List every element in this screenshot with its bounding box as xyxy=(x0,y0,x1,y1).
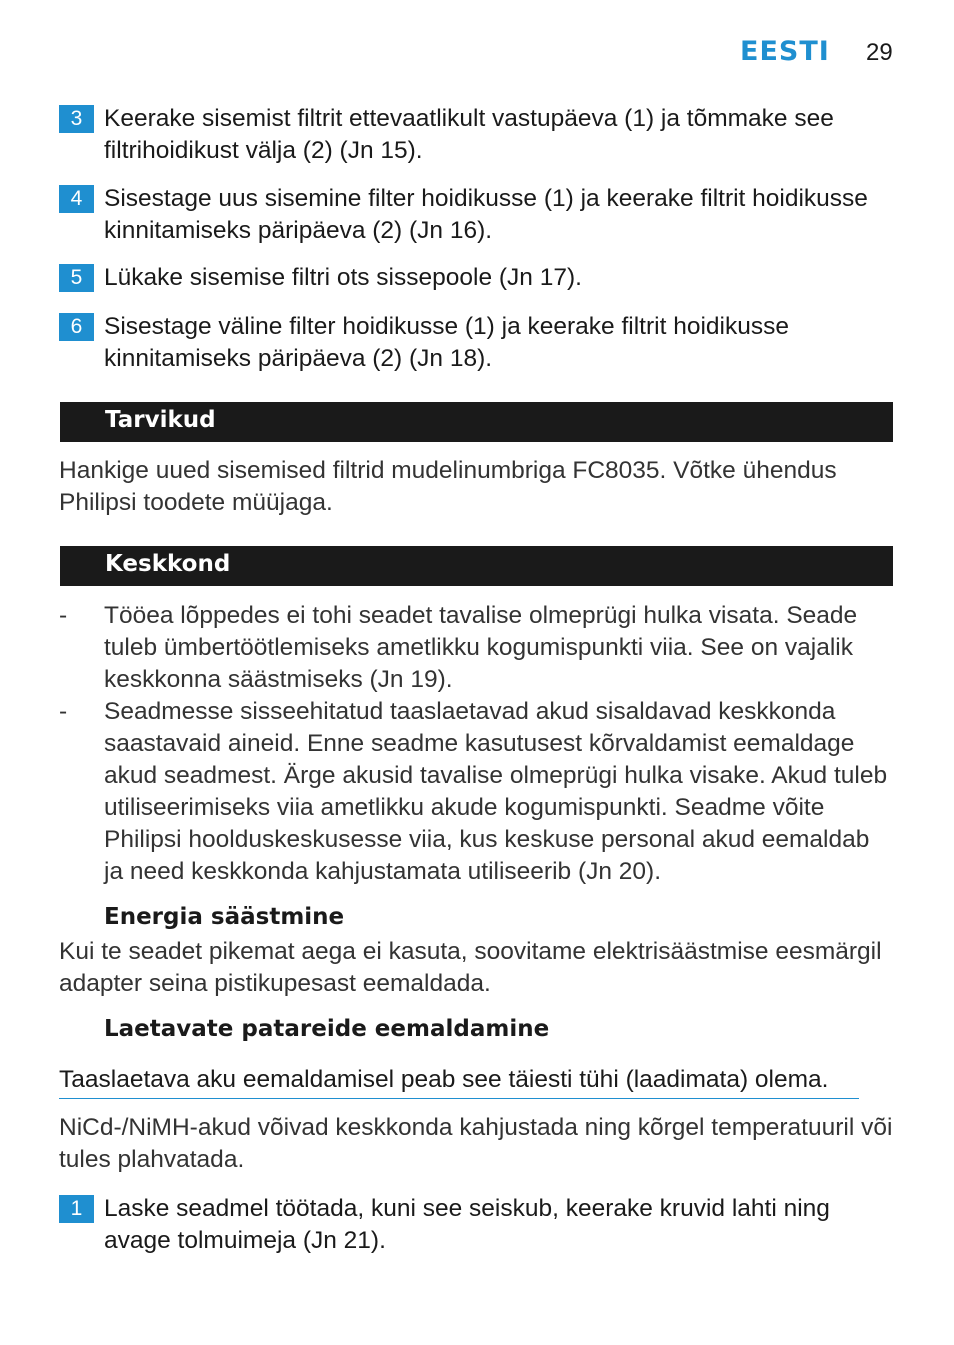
section-title: Tarvikud xyxy=(105,407,216,433)
energia-heading: Energia säästmine xyxy=(104,904,345,930)
language-label: EESTI xyxy=(740,36,830,67)
step-number-badge: 6 xyxy=(59,313,94,341)
step-text: Keerake sisemist filtrit ettevaatlikult vastupäeva (1) ja tõmmake see filtrihoidikust välja (2) (Jn 15). xyxy=(104,105,834,164)
tarvikud-paragraph: Hankige uued sisemised filtrid mudelinumbriga FC8035. Võtke ühendus Philipsi toodete müüjaga. xyxy=(59,457,837,516)
bullet-dash: - xyxy=(59,602,68,629)
bullet-dash: - xyxy=(59,698,68,725)
step-number-badge: 4 xyxy=(59,185,94,213)
step-text: Laske seadmel töötada, kuni see seiskub, keerake kruvid lahti ning avage tolmuimeja (Jn 21). xyxy=(104,1195,830,1254)
section-bar-tarvikud xyxy=(60,402,893,442)
step-text: Lükake sisemise filtri ots sissepoole (Jn 17). xyxy=(104,264,582,291)
keskkond-bullet-1 xyxy=(59,600,889,696)
bullet-text: Tööea lõppedes ei tohi seadet tavalise olmeprügi hulka visata. Seade tuleb ümbertöötlemiseks ametlikku kogumispunkti viia. See on vajalik keskkonna säästmiseks (Jn 19). xyxy=(104,602,858,693)
step-number-badge: 5 xyxy=(59,264,94,292)
page-number: 29 xyxy=(866,39,893,66)
step-1 xyxy=(59,1193,895,1257)
patareid-paragraph: NiCd-/NiMH-akud võivad keskkonda kahjustada ning kõrgel temperatuuril või tules plahvatada. xyxy=(59,1114,893,1173)
section-title: Keskkond xyxy=(105,551,231,577)
patareid-heading: Laetavate patareide eemaldamine xyxy=(104,1016,550,1042)
step-6 xyxy=(59,311,895,375)
step-number-badge: 3 xyxy=(59,105,94,133)
energia-paragraph: Kui te seadet pikemat aega ei kasuta, soovitame elektrisäästmise eesmärgil adapter seina pistikupesast eemaldada. xyxy=(59,938,882,997)
warning-text: Taaslaetava aku eemaldamisel peab see täiesti tühi (laadimata) olema. xyxy=(59,1064,859,1099)
step-5 xyxy=(59,262,895,294)
step-text: Sisestage uus sisemine filter hoidikusse (1) ja keerake filtrit hoidikusse kinnitamiseks päripäeva (2) (Jn 16). xyxy=(104,185,868,244)
bullet-text: Seadmesse sisseehitatud taaslaetavad akud sisaldavad keskkonda saastavaid aineid. Enne seadme kasutusest kõrvaldamist eemaldage akud seadmest. Ärge akusid tavalise olmeprügi hulka visake. Akud tuleb utiliseerimiseks viia ametlikku akude kogumispunkti. Seadme võite Philipsi hoolduskeskusesse viia, kus keskuse personal akud eemaldab ja need keskkonda kahjustamata utiliseerib (Jn 20). xyxy=(104,698,888,885)
step-4 xyxy=(59,183,895,247)
step-text: Sisestage väline filter hoidikusse (1) ja keerake filtrit hoidikusse kinnitamiseks päripäeva (2) (Jn 18). xyxy=(104,313,789,372)
step-number-badge: 1 xyxy=(59,1195,94,1223)
section-bar-keskkond xyxy=(60,546,893,586)
step-3 xyxy=(59,103,895,167)
keskkond-bullet-2 xyxy=(59,696,889,888)
